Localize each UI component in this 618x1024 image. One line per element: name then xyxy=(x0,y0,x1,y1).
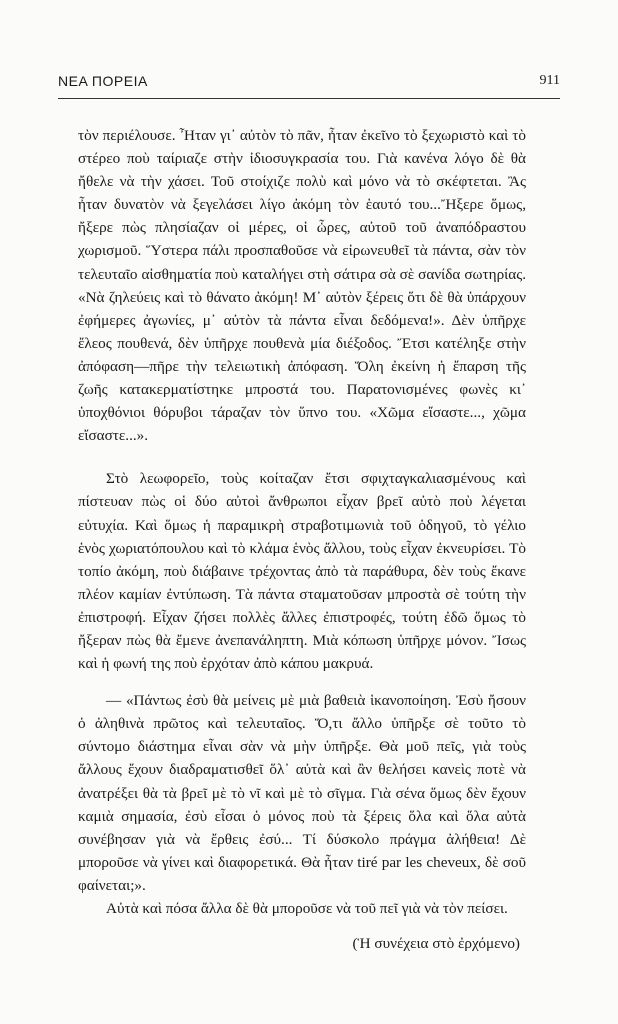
journal-title: ΝΕΑ ΠΟΡΕΙΑ xyxy=(58,73,148,89)
paragraph: τὸν περιέλουσε. Ἦταν γι᾿ αὐτὸν τὸ πᾶν, ἦταν ἐκεῖνο τὸ ξεχωριστὸ καὶ τὸ στέρεο ποὺ ταίριαζε στὴν ἰδιοσυγκρασία του. Γιὰ κανένα λόγο δὲ θὰ ἤθελε νὰ τὴν χάσει. Τοῦ στοίχιζε πολὺ καὶ μόνο νὰ τὸ σκέφτεται. Ἂς ἦταν δυνατὸν νὰ ξεγελάσει λίγο ἀκόμη τὸν ἑαυτό του...Ἤξερε ὅμως, ἤξερε πὼς πλησίαζαν οἱ μέρες, οἱ ὧρες, αὐτοῦ τοῦ ἀναπόδραστου χωρισμοῦ. Ὕστερα πάλι προσπαθοῦσε νὰ εἰρωνευθεῖ τὰ πάντα, σὰν τὸν τελευταῖο αἰσθηματία ποὺ καταλήγει στὴ σάτιρα σὰ σὲ σανίδα σωτηρίας. «Νὰ ζηλεύεις καὶ τὸ θάνατο ἀκόμη! Μ᾿ αὐτὸν ξέρεις ὅτι δὲ θὰ ὑπάρχουν ἐφήμερες ἀγωνίες, μ᾿ αὐτὸν τὰ πάντα εἶναι δεδόμενα!». Δὲν ὑπῆρχε ἔλεος πουθενά, δὲν ὑπῆρχε πουθενὰ μία διέξοδος. Ἔτσι κατέληξε στὴν ἀπόφαση—πῆρε τὴν τελειωτικὴ ἀπόφαση. Ὅλη ἐκείνη ἡ ἔπαρση τῆς ζωῆς κατακερματίστηκε μπροστά του. Παρατονισμένες φωνὲς κι᾿ ὑποχθόνιοι θόρυβοι τάραζαν τὸν ὕπνο του. «Χῶμα εἴσαστε..., χῶμα εἴσαστε...». xyxy=(78,127,526,445)
paragraph: Στὸ λεωφορεῖο, τοὺς κοίταζαν ἔτσι σφιχταγκαλιασμένους καὶ πίστευαν πὼς οἱ δύο αὐτοὶ ἄνθρωποι εἶχαν βρεῖ αὐτὸ ποὺ λέγεται εὐτυχία. Καὶ ὅμως ἡ παραμικρὴ στραβοτιμωνιὰ τοῦ ὁδηγοῦ, τὸ γέλιο ἑνὸς χωριατόπουλου καὶ τὸ κλάμα ἑνὸς ἄλλου, τοὺς εἶχαν ἐκνευρίσει. Τὸ τοπίο ἀκόμη, ποὺ διάβαινε τρέχοντας ἀπὸ τὰ παράθυρα, δὲν τοὺς ἔκανε πλέον καμίαν ἐντύπωση. Τὰ πάντα σταματοῦσαν μπροστὰ σὲ τούτη τὴν ἐπιστροφή. Εἶχαν ζήσει πολλὲς ἄλλες ἐπιστροφές, τούτη ἐδῶ ὅμως τὸ ἤξεραν πὼς θὰ ἔμενε ἀνεπανάληπτη. Μιὰ κόπωση ὑπῆρχε μόνον. Ἴσως καὶ ἡ φωνή της ποὺ ἐρχόταν ἀπὸ κάπου μακρυά. xyxy=(78,470,526,673)
paragraph: Αὐτὰ καὶ πόσα ἄλλα δὲ θὰ μποροῦσε νὰ τοῦ πεῖ γιὰ νὰ τὸν πείσει. xyxy=(106,900,508,917)
running-header xyxy=(58,73,560,95)
body-text xyxy=(78,124,526,955)
header-rule xyxy=(58,98,560,99)
continued-note: (Ἡ συνέχεια στὸ ἐρχόμενο) xyxy=(352,935,520,953)
paragraph: — «Πάντως ἐσὺ θὰ μείνεις μὲ μιὰ βαθειὰ ἱκανοποίηση. Ἐσὺ ἤσουν ὁ ἀληθινὰ πρῶτος καὶ τελευταῖος. Ὅ,τι ἄλλο ὑπῆρξε σὲ τοῦτο τὸ σύντομο διάστημα εἶναι σὰν νὰ μὴν ὑπῆρξε. Θὰ μοῦ πεῖς, γιὰ τοὺς ἄλλους ἔχουν διαδραματισθεῖ ὅλ᾿ αὐτὰ καὶ ἂν θελήσει κανεὶς ποτὲ νὰ ἀνατρέξει θὰ τὰ βρεῖ μὲ τὸ νῖ καὶ μὲ τὸ σῖγμα. Γιὰ σένα ὅμως δὲν ἔχουν καμιὰ σημασία, ἐσὺ εἶσαι ὁ μόνος ποὺ τὰ ξέρεις ὅλα καὶ ὅλα αὐτὰ συνέβησαν γιὰ νὰ ἔρθεις ἐσύ... Τί δύσκολο πράγμα ἀλήθεια! Δὲ μποροῦσε νὰ γίνει καὶ διαφορετικά. Θὰ ἦταν tiré par les cheveux, δὲ σοῦ φαίνεται;». xyxy=(78,692,526,894)
page-number: 911 xyxy=(539,73,560,88)
